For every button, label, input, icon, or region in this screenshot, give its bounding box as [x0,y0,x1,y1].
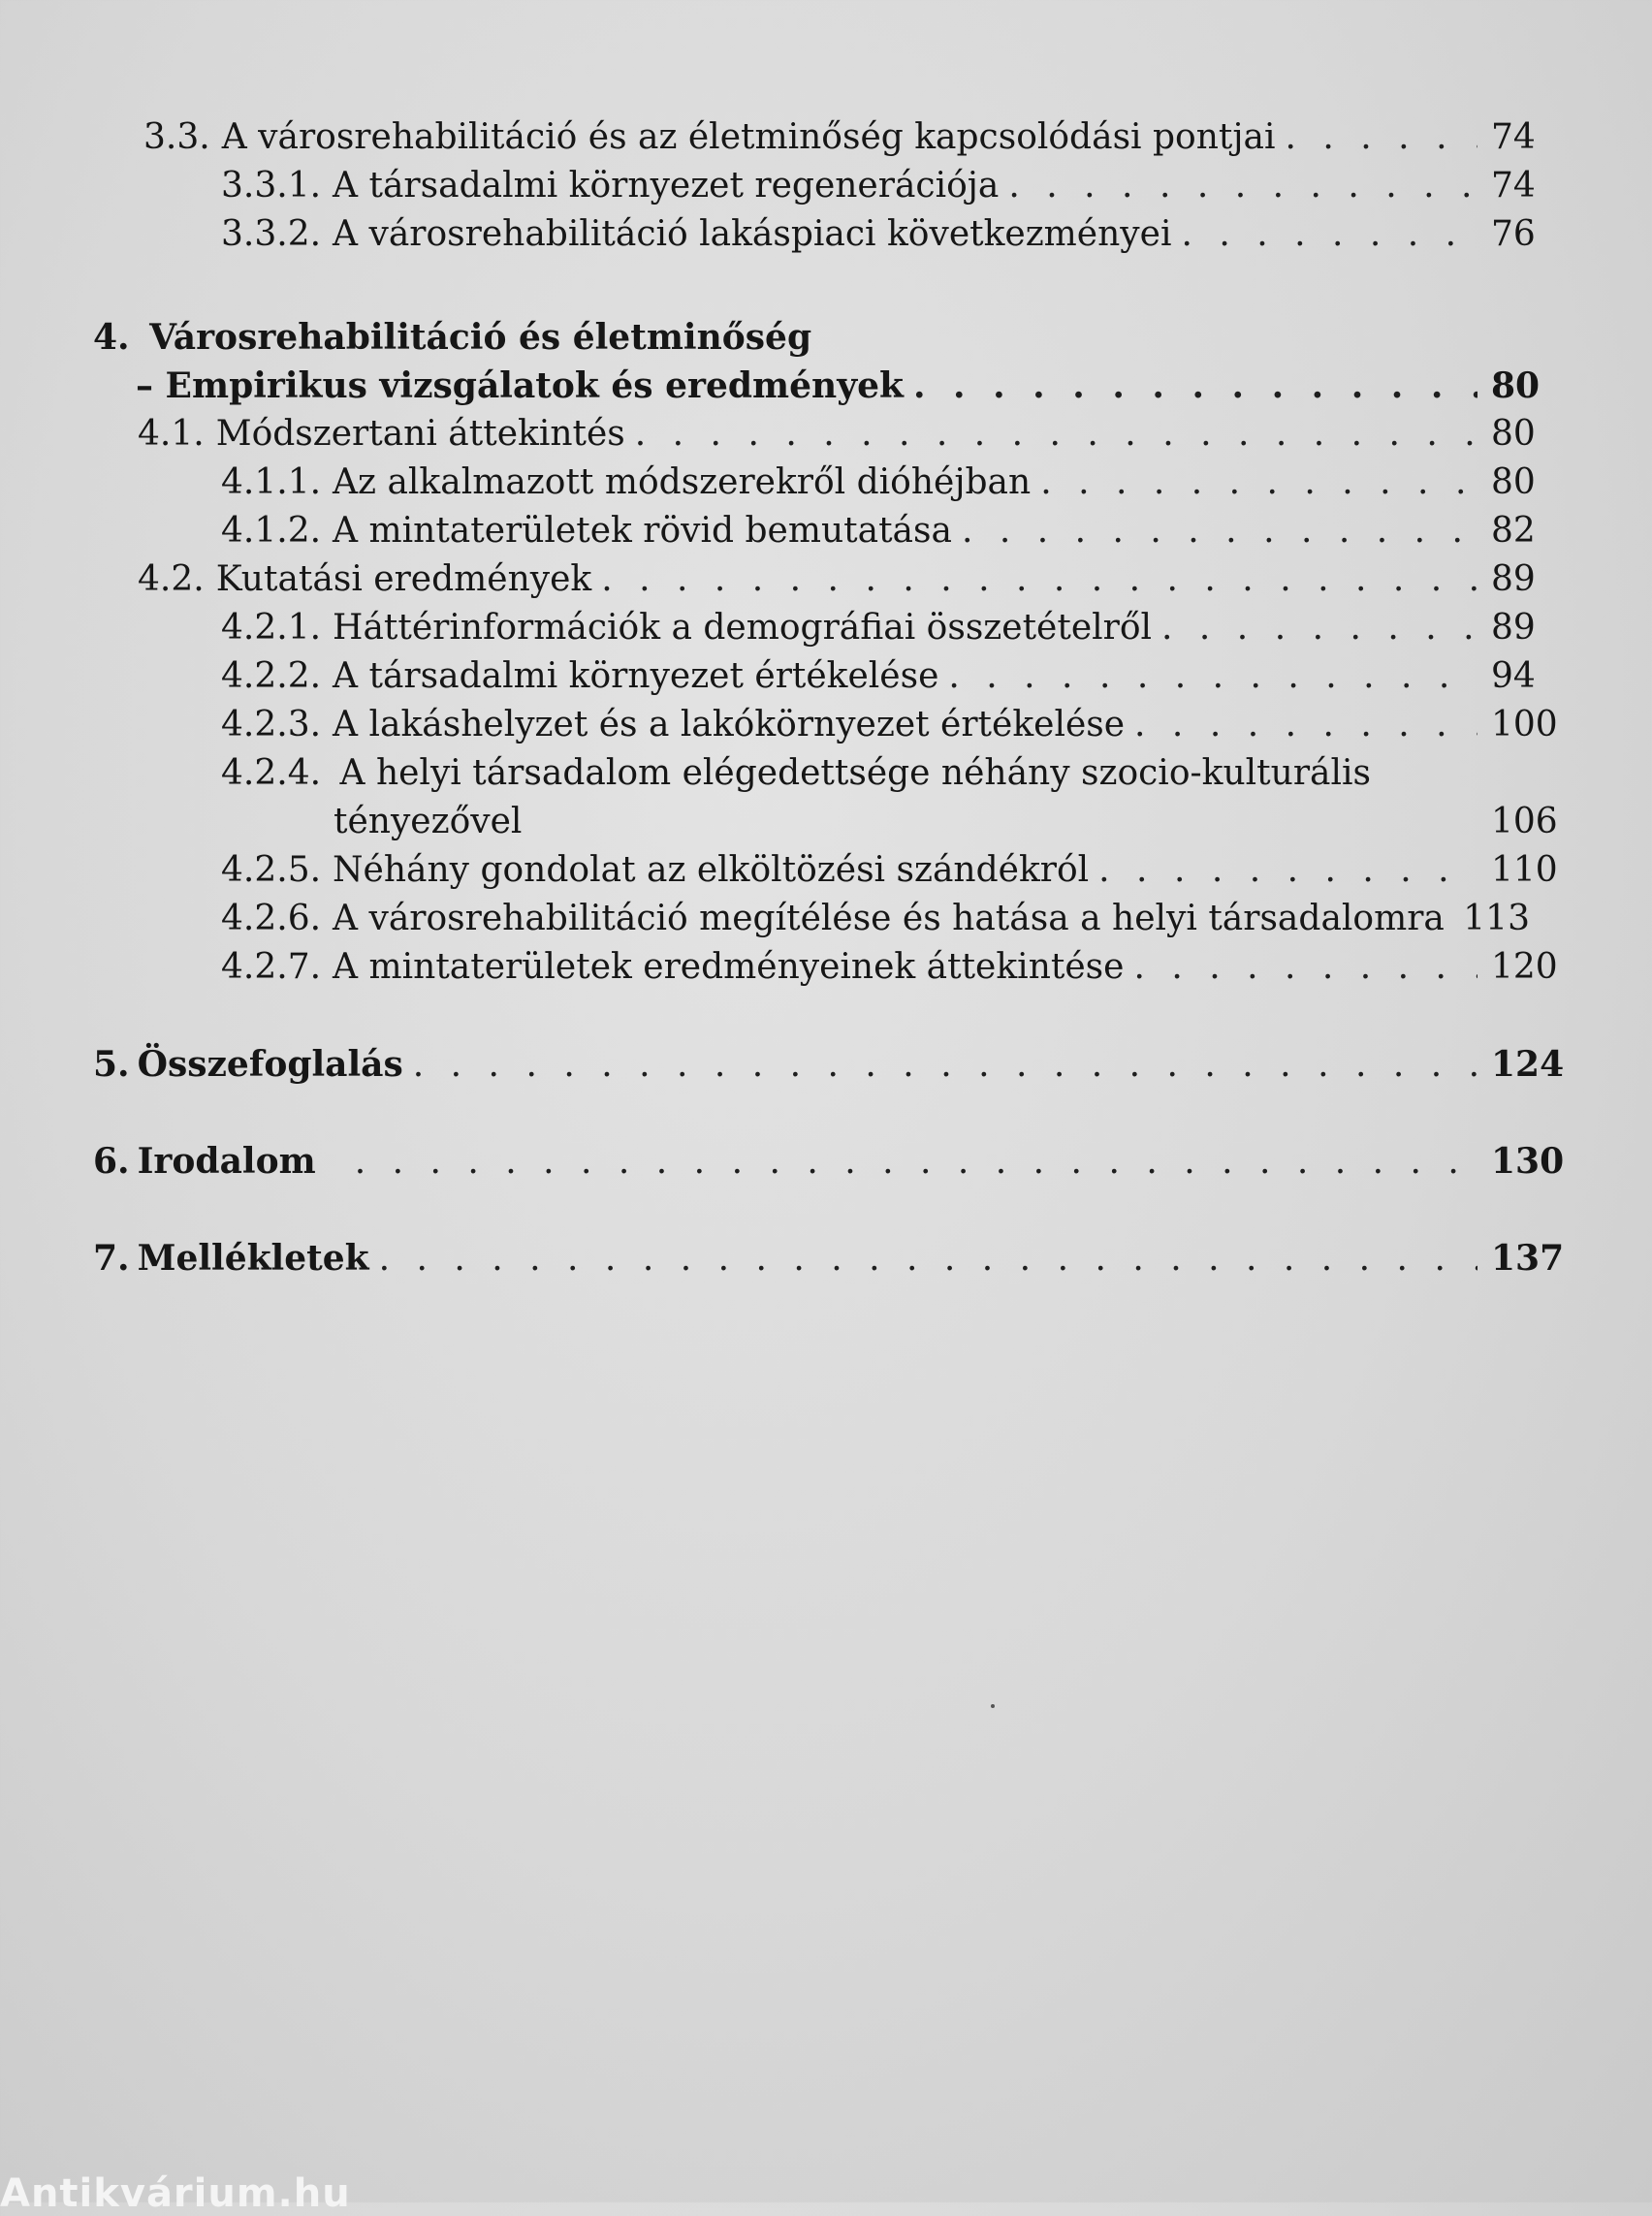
chapter-heading[interactable] [93,317,812,358]
toc-title: A városrehabilitáció lakáspiaci következményei [333,214,1172,254]
toc-chapter-entry[interactable] [93,1238,1565,1279]
toc-title: A városrehabilitáció megítélése és hatása a helyi társadalomra [333,899,1445,938]
toc-number: 4.1.2. [221,511,322,551]
dot-leader [601,562,1477,597]
toc-number: 4.2.5. [221,850,322,890]
toc-entry[interactable] [221,608,1536,648]
toc-number: 3.3.1. [221,166,322,206]
toc-number: 4.1. [138,414,205,454]
toc-title: Háttérinformációk a demográfiai összetételről [333,608,1153,648]
toc-number: 4.2.1. [221,608,322,648]
toc-entry[interactable] [221,899,1530,938]
toc-number: 4.2.7. [221,947,322,987]
toc-title: A lakáshelyzet és a lakókörnyezet értékelése [333,705,1126,744]
dot-leader [355,1145,1477,1180]
toc-page-number: 80 [1491,414,1536,454]
dot-leader [913,368,1477,403]
dot-leader [1181,217,1477,252]
watermark-text: Antikvárium.hu [0,2171,351,2216]
toc-page-number: 124 [1491,1044,1565,1085]
toc-entry[interactable] [138,414,1536,454]
toc-title: A városrehabilitáció és az életminőség kapcsolódási pontjai [221,117,1276,157]
toc-page-number: 130 [1491,1141,1565,1182]
dot-leader [962,514,1477,549]
dot-leader [413,1048,1477,1083]
toc-number: 4.2.6. [221,899,322,938]
toc-title: Módszertani áttekintés [215,414,625,454]
dot-leader [1133,950,1477,985]
toc-number: 4. [93,317,130,358]
page-speck [991,1704,995,1708]
toc-title-continuation: – Empirikus vizsgálatok és eredmények [136,365,904,406]
toc-page-number: 94 [1491,656,1536,696]
toc-title: A helyi társadalom elégedettsége néhány szocio-kulturális [339,753,1371,793]
toc-entry[interactable] [136,365,1541,406]
toc-entry[interactable] [221,656,1536,696]
toc-number: 4.1.1. [221,462,322,502]
toc-entry[interactable] [221,705,1558,744]
toc-title: Összefoglalás [137,1044,403,1085]
toc-title: A mintaterületek rövid bemutatása [333,511,952,551]
toc-entry[interactable] [143,117,1536,157]
dot-leader [1008,169,1477,204]
toc-entry[interactable] [221,462,1536,502]
dot-leader [948,659,1477,694]
toc-title-continuation: tényezővel [334,802,523,841]
toc-page-number: 100 [1491,705,1558,744]
dot-leader [1161,611,1477,646]
toc-page-number: 89 [1491,608,1536,648]
toc-page-number: 74 [1491,166,1536,206]
toc-number: 7. [93,1238,130,1279]
toc-title: A társadalmi környezet értékelése [333,656,939,696]
toc-page-number: 137 [1491,1238,1565,1279]
toc-page-number: 80 [1491,462,1536,502]
toc-entry[interactable] [221,947,1558,987]
toc-number: 4.2.4. [221,753,322,793]
toc-title: Kutatási eredmények [215,559,592,599]
dot-leader [379,1242,1477,1277]
toc-page-number: 110 [1491,850,1558,890]
toc-entry[interactable] [221,850,1558,890]
toc-title: Néhány gondolat az elköltözési szándékról [333,850,1090,890]
toc-number: 4.2.3. [221,705,322,744]
dot-leader [635,417,1477,452]
toc-entry-first-line[interactable] [221,753,1371,793]
toc-page-number: 106 [1491,802,1558,841]
toc-title: A mintaterületek eredményeinek áttekintése [333,947,1125,987]
toc-entry[interactable] [221,166,1536,206]
toc-page-number: 82 [1491,511,1536,551]
toc-entry[interactable] [221,511,1536,551]
dot-leader [1286,120,1477,155]
toc-title: Irodalom [137,1141,316,1182]
toc-page-number: 76 [1491,214,1536,254]
toc-number: 6. [93,1141,130,1182]
dot-leader [1040,465,1477,500]
toc-chapter-entry[interactable] [93,1044,1565,1085]
toc-title: Az alkalmazott módszerekről dióhéjban [333,462,1032,502]
toc-entry[interactable] [221,214,1536,254]
toc-number: 3.3.2. [221,214,322,254]
toc-page-number: 120 [1491,947,1558,987]
toc-title: Mellékletek [137,1238,369,1279]
toc-page-number: 89 [1491,559,1536,599]
toc-entry[interactable] [138,559,1536,599]
toc-chapter-entry[interactable] [93,1141,1565,1182]
toc-title: A társadalmi környezet regenerációja [333,166,1000,206]
dot-leader [1134,708,1477,743]
toc-number: 3.3. [143,117,210,157]
toc-number: 5. [93,1044,130,1085]
toc-entry[interactable] [334,802,1558,841]
toc-title: Városrehabilitáció és életminőség [149,317,812,358]
toc-number: 4.2.2. [221,656,322,696]
dot-leader [1098,853,1477,888]
toc-number: 4.2. [138,559,205,599]
toc-page-number: 80 [1491,365,1541,406]
toc-page-number: 113 [1463,899,1530,938]
toc-page-number: 74 [1491,117,1536,157]
